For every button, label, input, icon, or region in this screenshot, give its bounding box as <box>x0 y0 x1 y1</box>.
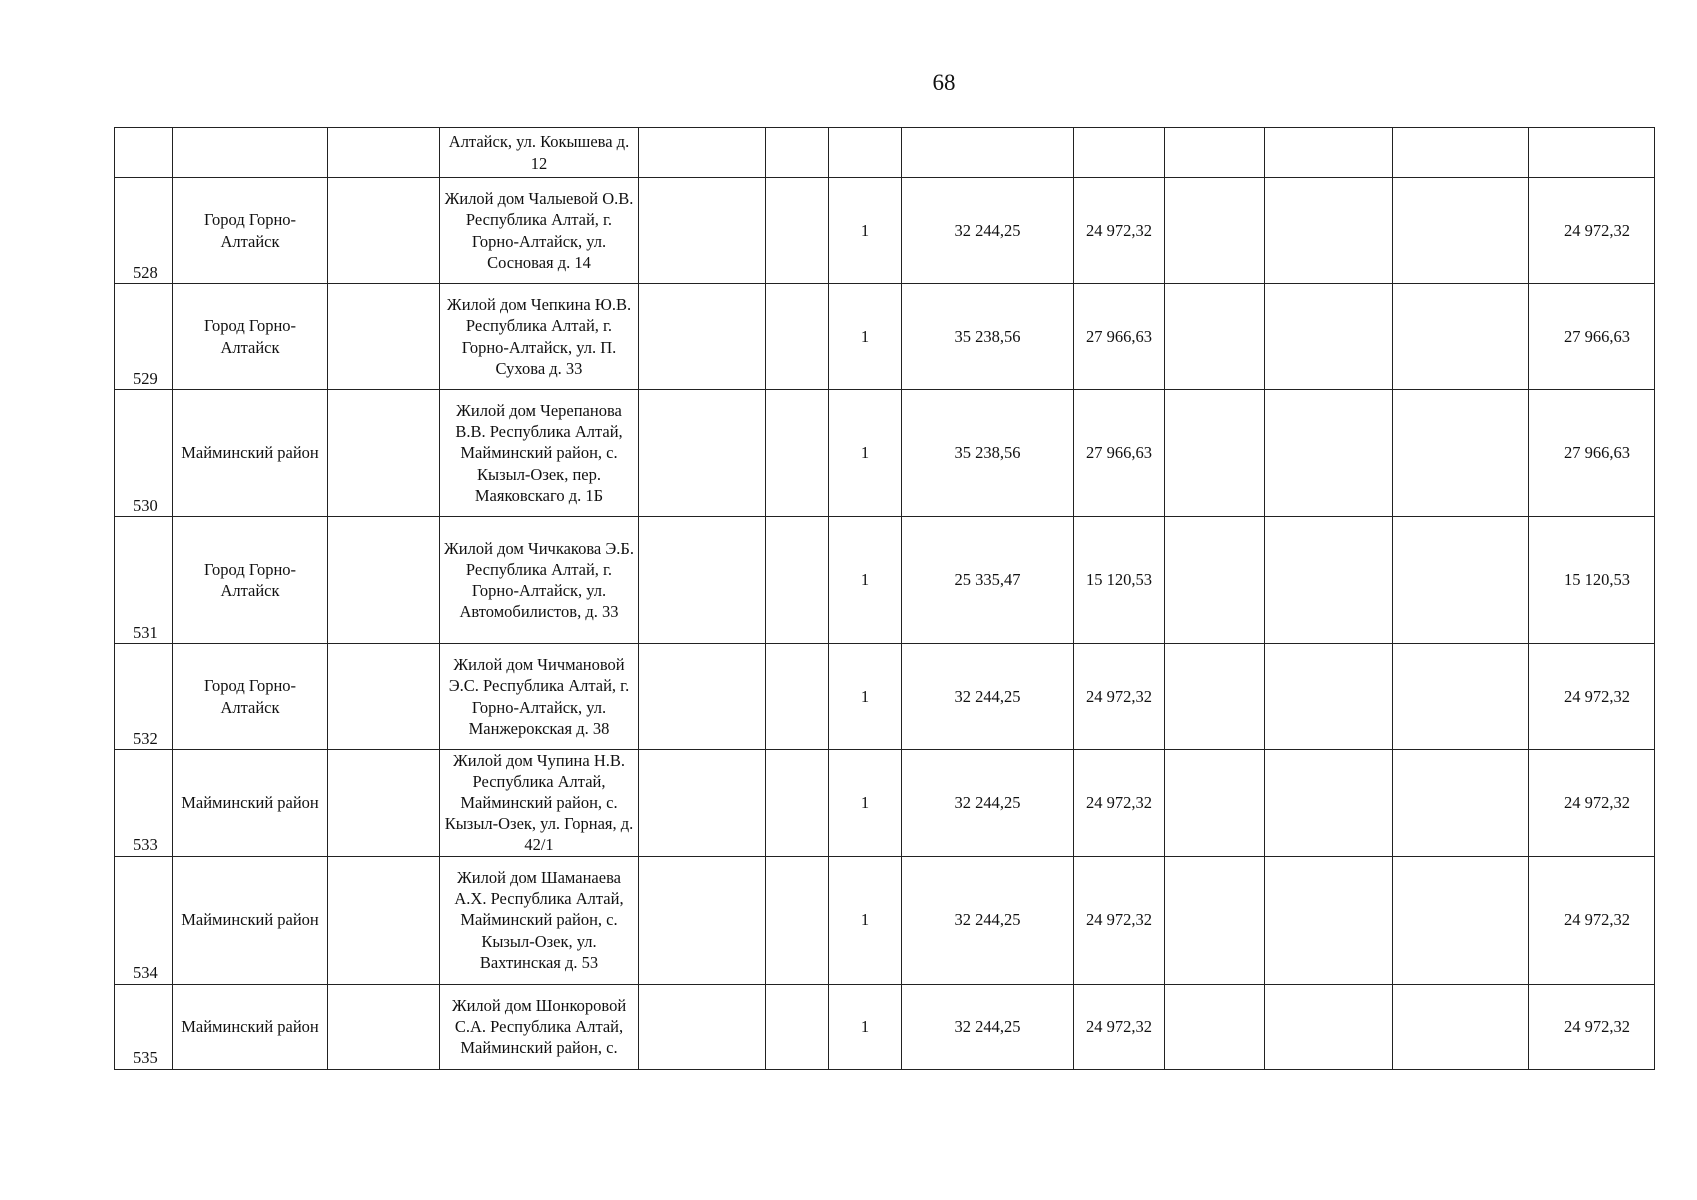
empty-cell <box>1393 284 1529 390</box>
table-row <box>115 390 1655 517</box>
row-number: 528 <box>115 178 173 284</box>
quantity-cell: 1 <box>829 517 902 644</box>
municipality-cell: Город Горно-Алтайск <box>173 178 328 284</box>
empty-cell <box>1393 984 1529 1069</box>
empty-cell <box>639 390 766 517</box>
row-number: 534 <box>115 856 173 984</box>
table-row <box>115 284 1655 390</box>
table-row <box>115 750 1655 857</box>
empty-cell <box>1165 284 1265 390</box>
cost-cell: 32 244,25 <box>902 750 1074 857</box>
table-row <box>115 128 1655 178</box>
empty-cell <box>766 390 829 517</box>
empty-cell <box>328 750 440 857</box>
amount-cell: 27 966,63 <box>1074 284 1165 390</box>
empty-cell <box>1165 644 1265 750</box>
total-cell: 27 966,63 <box>1529 390 1655 517</box>
empty-cell <box>1265 984 1393 1069</box>
empty-cell <box>639 644 766 750</box>
page-number: 68 <box>932 70 956 95</box>
municipality-cell: Майминский район <box>173 390 328 517</box>
empty-cell <box>766 178 829 284</box>
quantity-cell <box>829 128 902 178</box>
empty-cell <box>1393 128 1529 178</box>
cost-cell: 32 244,25 <box>902 178 1074 284</box>
address-cell: Жилой дом Чичмановой Э.С. Республика Алтай, г. Горно-Алтайск, ул. Манжерокская д. 38 <box>440 644 639 750</box>
empty-cell <box>328 984 440 1069</box>
cost-cell: 32 244,25 <box>902 644 1074 750</box>
total-cell: 27 966,63 <box>1529 284 1655 390</box>
empty-cell <box>766 284 829 390</box>
row-number: 532 <box>115 644 173 750</box>
municipality-cell <box>173 128 328 178</box>
cost-cell: 35 238,56 <box>902 390 1074 517</box>
amount-cell <box>1074 128 1165 178</box>
cost-cell: 35 238,56 <box>902 284 1074 390</box>
cost-cell: 32 244,25 <box>902 984 1074 1069</box>
address-cell: Жилой дом Чупина Н.В. Республика Алтай, Майминский район, с. Кызыл-Озек, ул. Горная, д. 42/1 <box>440 750 639 857</box>
quantity-cell: 1 <box>829 178 902 284</box>
row-number: 535 <box>115 984 173 1069</box>
empty-cell <box>1265 284 1393 390</box>
total-cell: 15 120,53 <box>1529 517 1655 644</box>
empty-cell <box>639 517 766 644</box>
address-cell: Жилой дом Шаманаева А.Х. Республика Алтай, Майминский район, с. Кызыл-Озек, ул. Вахтинская д. 53 <box>440 856 639 984</box>
total-cell <box>1529 128 1655 178</box>
address-cell: Алтайск, ул. Кокышева д. 12 <box>440 128 639 178</box>
quantity-cell: 1 <box>829 390 902 517</box>
total-cell: 24 972,32 <box>1529 178 1655 284</box>
address-cell: Жилой дом Чепкина Ю.В. Республика Алтай, г. Горно-Алтайск, ул. П. Сухова д. 33 <box>440 284 639 390</box>
empty-cell <box>328 390 440 517</box>
empty-cell <box>328 178 440 284</box>
municipality-cell: Город Горно-Алтайск <box>173 644 328 750</box>
empty-cell <box>1393 390 1529 517</box>
table-row <box>115 644 1655 750</box>
empty-cell <box>639 750 766 857</box>
empty-cell <box>328 128 440 178</box>
registry-table <box>114 127 1655 1070</box>
empty-cell <box>766 644 829 750</box>
municipality-cell: Майминский район <box>173 984 328 1069</box>
empty-cell <box>1165 984 1265 1069</box>
municipality-cell: Майминский район <box>173 856 328 984</box>
table-row <box>115 856 1655 984</box>
empty-cell <box>766 856 829 984</box>
row-number: 531 <box>115 517 173 644</box>
empty-cell <box>1165 856 1265 984</box>
address-cell: Жилой дом Чичкакова Э.Б. Республика Алтай, г. Горно-Алтайск, ул. Автомобилистов, д. 33 <box>440 517 639 644</box>
municipality-cell: Город Горно-Алтайск <box>173 284 328 390</box>
empty-cell <box>1165 390 1265 517</box>
empty-cell <box>1265 517 1393 644</box>
empty-cell <box>1165 178 1265 284</box>
total-cell: 24 972,32 <box>1529 750 1655 857</box>
empty-cell <box>639 128 766 178</box>
address-cell: Жилой дом Чалыевой О.В. Республика Алтай, г. Горно-Алтайск, ул. Сосновая д. 14 <box>440 178 639 284</box>
empty-cell <box>1393 178 1529 284</box>
empty-cell <box>639 984 766 1069</box>
empty-cell <box>1393 856 1529 984</box>
empty-cell <box>1265 644 1393 750</box>
empty-cell <box>1165 517 1265 644</box>
empty-cell <box>766 517 829 644</box>
total-cell: 24 972,32 <box>1529 856 1655 984</box>
amount-cell: 15 120,53 <box>1074 517 1165 644</box>
empty-cell <box>1265 856 1393 984</box>
total-cell: 24 972,32 <box>1529 644 1655 750</box>
cost-cell: 32 244,25 <box>902 856 1074 984</box>
empty-cell <box>1265 178 1393 284</box>
quantity-cell: 1 <box>829 644 902 750</box>
empty-cell <box>1393 517 1529 644</box>
row-number <box>115 128 173 178</box>
table-row <box>115 517 1655 644</box>
quantity-cell: 1 <box>829 856 902 984</box>
empty-cell <box>1265 128 1393 178</box>
quantity-cell: 1 <box>829 284 902 390</box>
total-cell: 24 972,32 <box>1529 984 1655 1069</box>
empty-cell <box>766 128 829 178</box>
empty-cell <box>766 750 829 857</box>
amount-cell: 24 972,32 <box>1074 984 1165 1069</box>
amount-cell: 27 966,63 <box>1074 390 1165 517</box>
row-number: 529 <box>115 284 173 390</box>
amount-cell: 24 972,32 <box>1074 750 1165 857</box>
empty-cell <box>639 856 766 984</box>
empty-cell <box>328 856 440 984</box>
empty-cell <box>1393 644 1529 750</box>
empty-cell <box>328 644 440 750</box>
row-number: 530 <box>115 390 173 517</box>
address-cell: Жилой дом Шонкоровой С.А. Республика Алтай, Майминский район, с. <box>440 984 639 1069</box>
cost-cell: 25 335,47 <box>902 517 1074 644</box>
empty-cell <box>1265 390 1393 517</box>
table-row <box>115 984 1655 1069</box>
cost-cell <box>902 128 1074 178</box>
amount-cell: 24 972,32 <box>1074 856 1165 984</box>
empty-cell <box>639 178 766 284</box>
row-number: 533 <box>115 750 173 857</box>
empty-cell <box>1265 750 1393 857</box>
address-cell: Жилой дом Черепанова В.В. Республика Алтай, Майминский район, с. Кызыл-Озек, пер. Маяковскаго д. 1Б <box>440 390 639 517</box>
quantity-cell: 1 <box>829 984 902 1069</box>
empty-cell <box>328 284 440 390</box>
amount-cell: 24 972,32 <box>1074 178 1165 284</box>
table-row <box>115 178 1655 284</box>
amount-cell: 24 972,32 <box>1074 644 1165 750</box>
empty-cell <box>1165 750 1265 857</box>
empty-cell <box>639 284 766 390</box>
empty-cell <box>1165 128 1265 178</box>
municipality-cell: Майминский район <box>173 750 328 857</box>
empty-cell <box>1393 750 1529 857</box>
quantity-cell: 1 <box>829 750 902 857</box>
empty-cell <box>766 984 829 1069</box>
empty-cell <box>328 517 440 644</box>
municipality-cell: Город Горно-Алтайск <box>173 517 328 644</box>
